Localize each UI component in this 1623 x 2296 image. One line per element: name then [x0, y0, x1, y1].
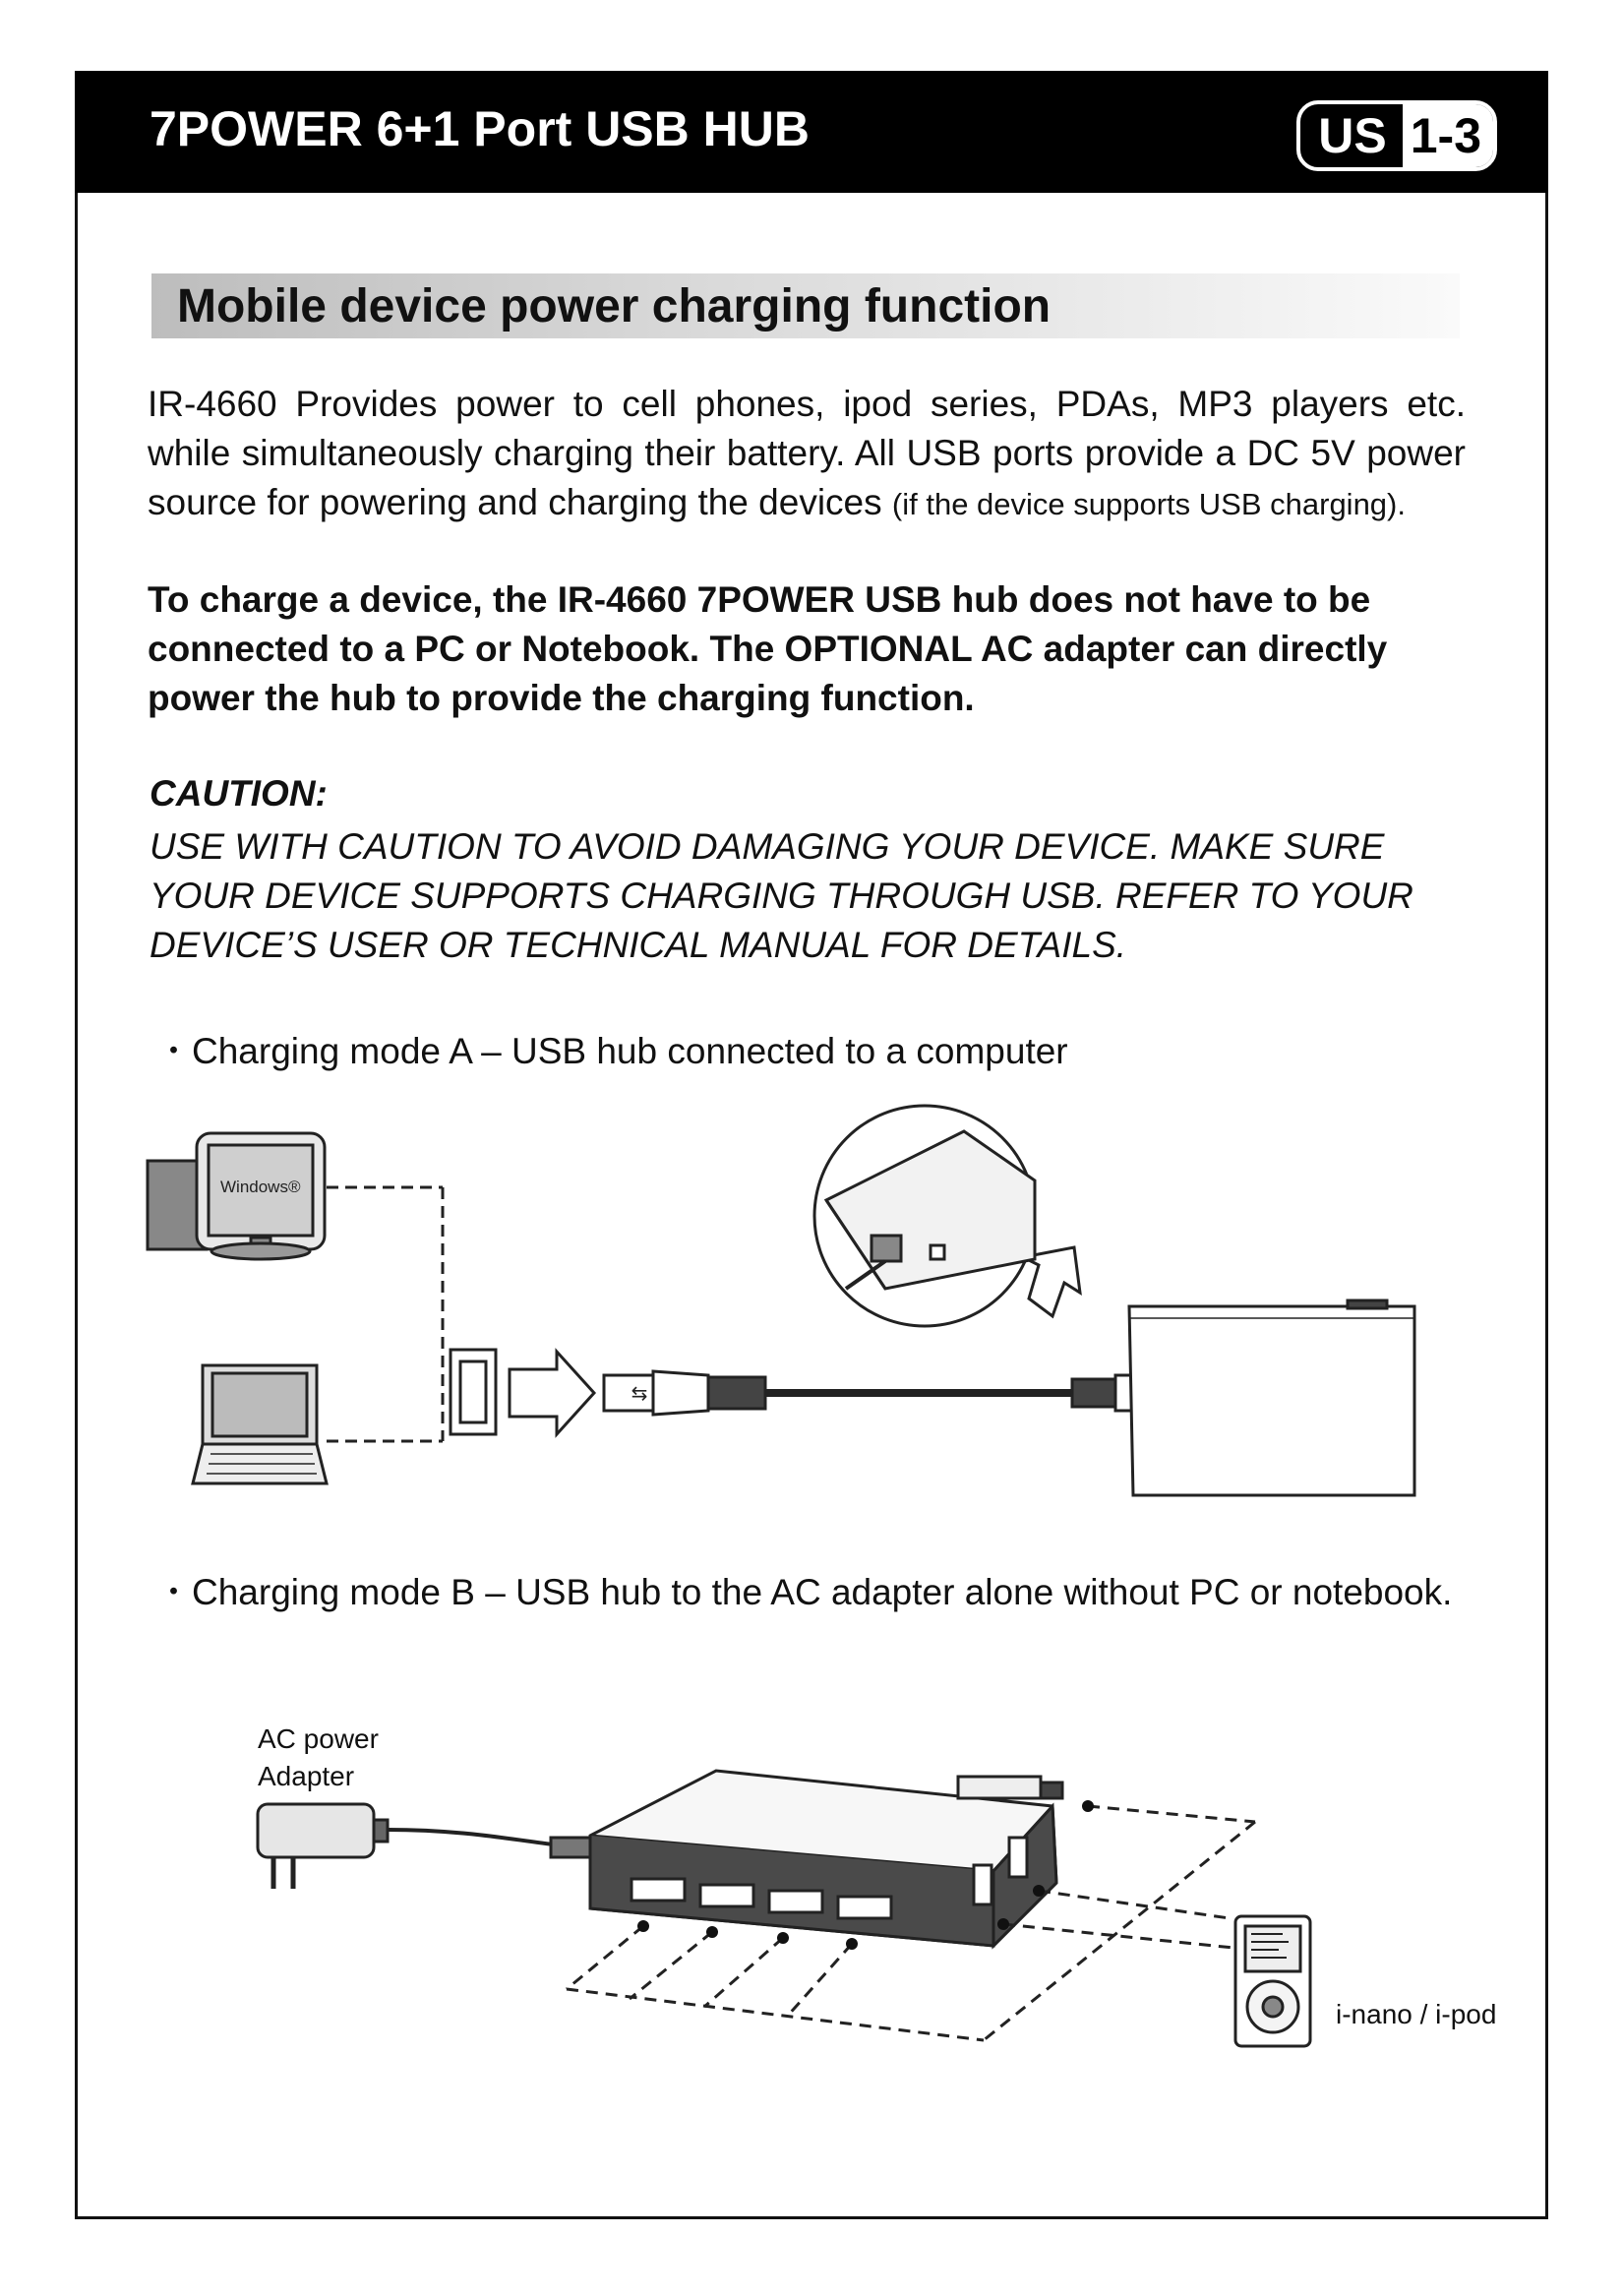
intro-note: (if the device supports USB charging).: [891, 487, 1406, 521]
mode-a-label: ・Charging mode A – USB hub connected to a computer: [155, 1031, 1068, 1071]
caution-heading: CAUTION:: [150, 773, 328, 814]
section-title: Mobile device power charging function: [177, 280, 1052, 332]
badge-page-number: 1-3: [1403, 104, 1493, 167]
intro-text: IR-4660 Provides power to cell phones, ipod series, PDAs, MP3 players etc. while simultaneously charging their battery. All USB ports provide a DC 5V power source for powering and charging the devices: [148, 384, 1466, 522]
caution-text: USE WITH CAUTION TO AVOID DAMAGING YOUR DEVICE. MAKE SURE YOUR DEVICE SUPPORTS CHARGING THROUGH USB. REFER TO YOUR DEVICE’S USER OR TECHNICAL MANUAL FOR DETAILS.: [150, 826, 1413, 965]
ac-adapter-icon: [258, 1804, 561, 1889]
adapter-label-line1: AC power: [258, 1723, 379, 1754]
svg-text:⇆: ⇆: [631, 1381, 648, 1405]
adapter-label-line2: Adapter: [258, 1761, 355, 1791]
windows-label: Windows®: [220, 1178, 301, 1196]
header-title: 7POWER 6+1 Port USB HUB: [150, 101, 810, 156]
mode-b-label: ・Charging mode B – USB hub to the AC adapter alone without PC or notebook.: [155, 1572, 1453, 1612]
badge-region: US: [1318, 108, 1387, 163]
usb-hub-7port-icon: [551, 1771, 1062, 1946]
ipod-icon: [1235, 1916, 1310, 2046]
bold-paragraph: To charge a device, the IR-4660 7POWER USB hub does not have to be connected to a PC or Notebook. The OPTIONAL AC adapter can directly power the hub to provide the charging function.: [148, 579, 1388, 718]
device-label: i-nano / i-pod: [1336, 1999, 1497, 2029]
